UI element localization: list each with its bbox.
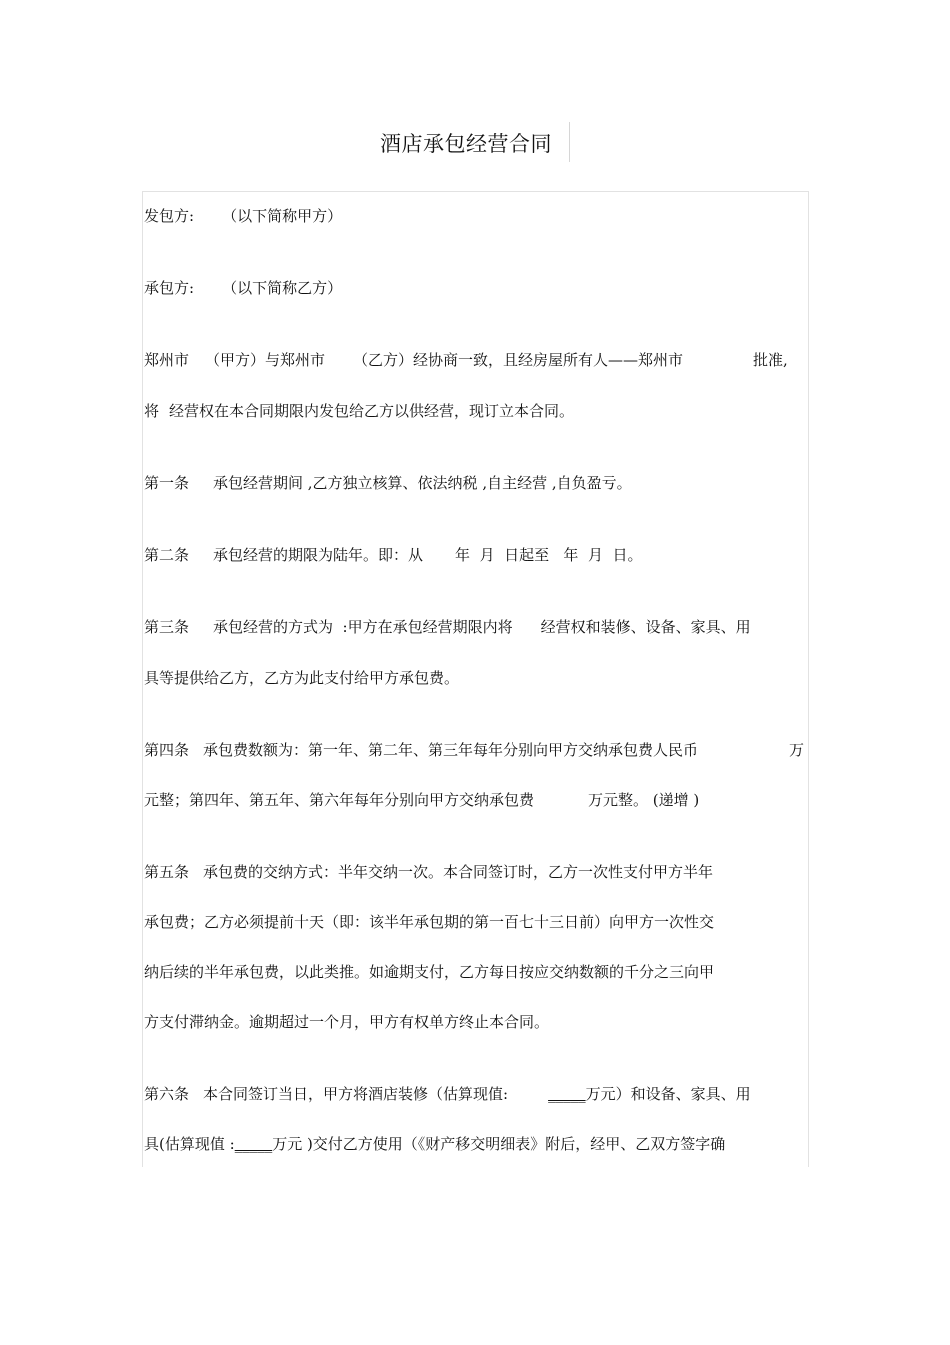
- article-number: 第五条: [144, 863, 190, 881]
- article-6-line-1: [144, 1084, 751, 1104]
- intro-line-2: [144, 401, 574, 421]
- intro-text: 郑州市: [144, 351, 190, 369]
- article-5-line-3: 纳后续的半年承包费，以此类推。如逾期支付，乙方每日按应交纳数额的千分之三向甲: [144, 963, 715, 981]
- article-4-line-1: [144, 740, 698, 760]
- article-2: [144, 545, 642, 565]
- article-5-line-4: 方支付滞纳金。逾期超过一个月，甲方有权单方终止本合同。: [144, 1013, 550, 1031]
- party-b-note: （以下简称乙方）: [222, 279, 343, 297]
- article-5-line-1: [144, 862, 713, 882]
- article-text: 承包费的交纳方式：半年交纳一次。本合同签订时，乙方一次性支付甲方半年: [203, 863, 714, 881]
- intro-text: 经营权在本合同期限内发包给乙方以供经营，现订立本合同。: [169, 402, 575, 420]
- article-6-line-2: [144, 1134, 725, 1154]
- article-3-line-1: [144, 617, 751, 637]
- article-text: 本合同签订当日，甲方将酒店装修（估算现值:: [203, 1085, 509, 1103]
- article-text: 万元 )交付乙方使用（《财产移交明细表》附后，经甲、乙双方签字确: [272, 1135, 726, 1153]
- article-number: 第六条: [144, 1085, 190, 1103]
- article-3-line-2: 具等提供给乙方，乙方为此支付给甲方承包费。: [144, 669, 460, 687]
- intro-text: 将: [144, 402, 160, 420]
- article-number: 第四条: [144, 741, 190, 759]
- article-text: 年 月 日起至 年 月 日。: [455, 546, 643, 564]
- party-a-note: （以下简称甲方）: [222, 207, 343, 225]
- article-text: 万元）和设备、家具、用: [585, 1085, 751, 1103]
- page-title: 酒店承包经营合同: [380, 132, 552, 156]
- intro-text: （乙方）经协商一致，且经房屋所有人——郑州市: [353, 351, 684, 369]
- intro-text: （甲方）与郑州市: [205, 351, 326, 369]
- party-a-label: 发包方:: [144, 207, 195, 225]
- article-5-line-2: 承包费；乙方必须提前十天（即：该半年承包期的第一百七十三日前）向甲方一次性交: [144, 913, 715, 931]
- intro-approval: 批准,: [753, 351, 788, 369]
- article-number: 第一条: [144, 474, 190, 492]
- article-text: 承包经营的方式为 :甲方在承包经营期限内将: [213, 618, 513, 636]
- article-4-line-2: [144, 790, 699, 810]
- article-number: 第三条: [144, 618, 190, 636]
- party-b-label: 承包方:: [144, 279, 195, 297]
- article-text: 经营权和装修、设备、家具、用: [540, 618, 751, 636]
- party-a-line: [144, 206, 342, 226]
- article-4-unit: 万: [789, 741, 805, 759]
- title-divider: [569, 122, 570, 162]
- article-text: 元整；第四年、第五年、第六年每年分别向甲方交纳承包费: [144, 791, 535, 809]
- article-text: 承包经营的期限为陆年。即：从: [213, 546, 424, 564]
- intro-line-1: [144, 350, 683, 370]
- article-text: 万元整。 (递增 ): [588, 791, 700, 809]
- article-text: 承包费数额为：第一年、第二年、第三年每年分别向甲方交纳承包费人民币: [203, 741, 699, 759]
- article-1: [144, 473, 632, 493]
- article-text: 具(估算现值 :: [144, 1135, 235, 1153]
- blank-field: _____: [234, 1135, 273, 1153]
- article-number: 第二条: [144, 546, 190, 564]
- party-b-line: [144, 278, 342, 298]
- blank-field: _____: [548, 1085, 586, 1103]
- article-text: 承包经营期间 ,乙方独立核算、依法纳税 ,自主经营 ,自负盈亏。: [213, 474, 632, 492]
